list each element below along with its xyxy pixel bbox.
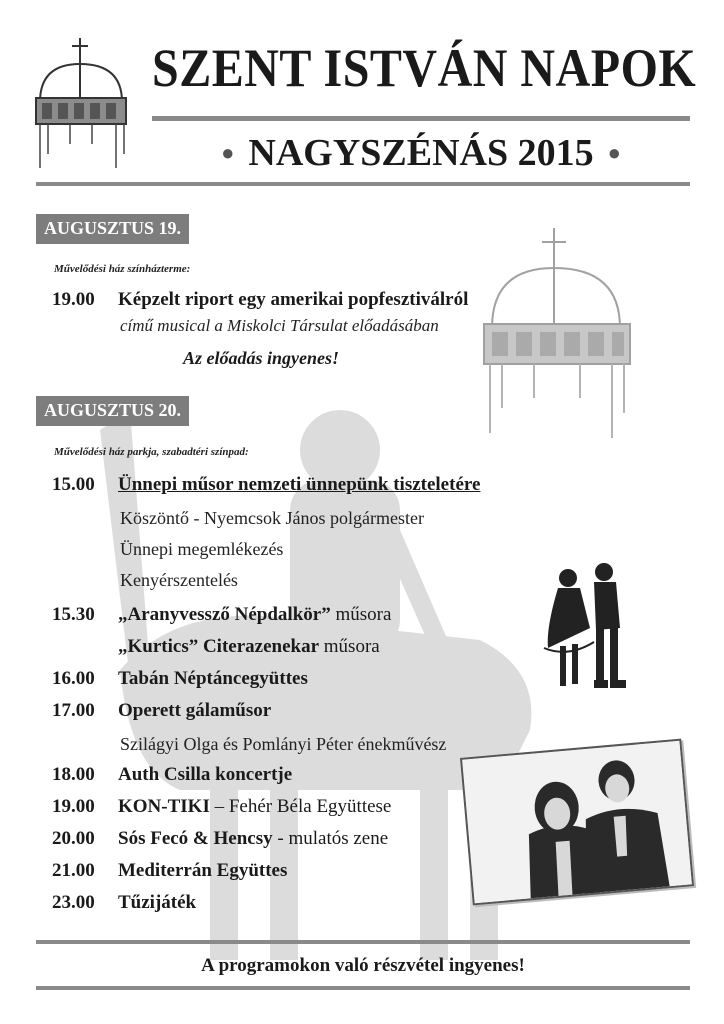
program-time: 16.00 (52, 668, 95, 689)
program-time: 15.30 (52, 604, 95, 625)
program-line (52, 860, 287, 882)
program-line (52, 700, 271, 722)
program-title: Sós Fecó & Hencsy (118, 828, 273, 849)
program-title: „Aranyvessző Népdalkör” (118, 604, 331, 625)
program-title: Tabán Néptáncegyüttes (118, 668, 308, 689)
program-line (52, 668, 308, 690)
program-suffix: – Fehér Béla Együttese (209, 796, 392, 817)
title-divider (152, 116, 690, 121)
program-title: „Kurtics” Citerazenekar (118, 636, 320, 657)
venue-label: Művelődési ház parkja, szabadtéri színpad: (54, 446, 249, 458)
program-line (52, 604, 391, 626)
poster-subtitle: NAGYSZÉNÁS 2015 (248, 132, 594, 174)
program-detail: Szilágyi Olga és Pomlányi Péter énekművész (120, 734, 447, 754)
venue-label: Művelődési ház színházterme: (54, 263, 191, 275)
program-line (52, 892, 196, 914)
date-label-aug-20: AUGUSZTUS 20. (36, 396, 189, 426)
program-time: 19.00 (52, 796, 95, 817)
performers-photo (460, 739, 694, 906)
folk-dancers-illustration (538, 558, 634, 698)
header-divider (36, 182, 690, 186)
program-suffix: műsora (330, 604, 392, 625)
program-time: 23.00 (52, 892, 95, 913)
program-title: Auth Csilla koncertje (118, 764, 293, 785)
holy-crown-illustration (472, 228, 642, 448)
program-time: 19.00 (52, 289, 95, 310)
program-time: 17.00 (52, 700, 95, 721)
program-time: 18.00 (52, 764, 95, 785)
footer-divider-bottom (36, 986, 690, 990)
program-title: Tűzijáték (118, 892, 197, 913)
footer-note: A programokon való részvétel ingyenes! (201, 955, 525, 976)
program-line (52, 474, 480, 496)
program-line (52, 289, 468, 311)
program-detail: Ünnepi megemlékezés (120, 539, 284, 559)
program-line (118, 636, 380, 658)
program-line (52, 828, 388, 850)
program-title: Mediterrán Együttes (118, 860, 288, 881)
subtitle-row (152, 128, 690, 178)
program-title: KON-TIKI (118, 796, 210, 817)
footer-divider-top (36, 940, 690, 944)
program-detail: Kenyérszentelés (120, 570, 238, 590)
program-time: 15.00 (52, 474, 95, 495)
program-line (52, 796, 391, 818)
program-detail: Köszöntő - Nyemcsok János polgármester (120, 508, 424, 528)
free-note: Az előadás ingyenes! (183, 348, 340, 368)
bullet-icon: ● (221, 140, 235, 165)
program-suffix: - mulatós zene (272, 828, 389, 849)
program-title: Operett gálaműsor (118, 700, 272, 721)
program-time: 21.00 (52, 860, 95, 881)
date-label-aug-19: AUGUSZTUS 19. (36, 214, 189, 244)
program-line (52, 764, 292, 786)
program-suffix: műsora (319, 636, 380, 657)
bullet-icon: ● (607, 140, 621, 165)
program-time: 20.00 (52, 828, 95, 849)
program-title: Ünnepi műsor nemzeti ünnepünk tiszteletére (118, 474, 481, 495)
program-title: Képzelt riport egy amerikai popfesztiválról (118, 289, 469, 310)
program-subtitle: című musical a Miskolci Társulat előadásában (120, 316, 439, 335)
crown-logo (30, 36, 132, 174)
performers-photo-image (462, 740, 694, 905)
poster-title: SZENT ISTVÁN NAPOK (152, 39, 697, 99)
